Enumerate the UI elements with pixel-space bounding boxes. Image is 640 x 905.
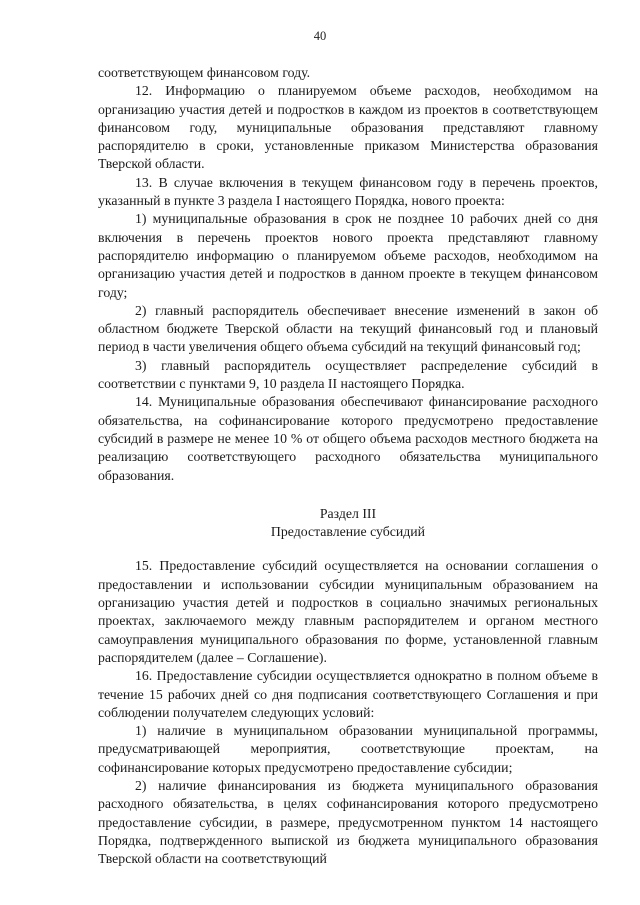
section-header xyxy=(98,505,598,542)
paragraph: 3) главный распорядитель осуществляет распределение субсидий в соответствии с пунктами 9, 10 раздела II настоящего Порядка. xyxy=(98,357,598,392)
paragraph: 2) главный распорядитель обеспечивает внесение изменений в закон об областном бюджете Тверской области на текущий финансовый год и плановый период в части увеличения общего объема субсидий на текущий финансовый год; xyxy=(98,302,598,355)
paragraph: 1) муниципальные образования в срок не позднее 10 рабочих дней со дня включения в перечень проектов нового проекта представляют главному распорядителю информацию о планируемом объеме расходов, необходимом на организацию участия детей и подростков в данном проекте в текущем финансовом году; xyxy=(98,211,598,300)
section-title: Предоставление субсидий xyxy=(270,524,426,540)
paragraph: 15. Предоставление субсидий осуществляется на основании соглашения о предоставлении и использовании субсидии муниципальным образованием на организацию участия детей и подростков в социально значимых региональных проектах, заключаемого между главным распорядителем и органом местного самоуправления муниципального образования по форме, установленной главным распорядителем (далее – Соглашение). xyxy=(98,558,598,665)
paragraph: 1) наличие в муниципальном образовании муниципальной программы, предусматривающей мероприятия, соответствующие проектам, на софинансирование которых предусмотрено предоставление субсидии; xyxy=(98,723,598,775)
page-number: 40 xyxy=(313,29,327,43)
section-spacer xyxy=(98,541,598,557)
section-number: Раздел III xyxy=(319,505,377,521)
paragraph: соответствующем финансовом году. xyxy=(98,65,311,80)
paragraph: 2) наличие финансирования из бюджета муниципального образования расходного обязательства, в целях софинансирования которого предусмотрено предоставление субсидии, в размере, предусмотренном пунктом 14 настоящего Порядка, подтвержденного выпиской из бюджета муниципального образования Тверской области на соответствующий xyxy=(98,777,598,867)
paragraph: 14. Муниципальные образования обеспечивают финансирование расходного обязательства, на софинансирование которого предусмотрено предоставление субсидий в размере не менее 10 % от общего объема расходов местного бюджета на реализацию соответствующего расходного обязательства муниципального образования. xyxy=(98,394,598,483)
paragraphs-top xyxy=(98,64,598,485)
paragraphs-bottom xyxy=(98,557,598,868)
paragraph: 13. В случае включения в текущем финансовом году в перечень проектов, указанный в пункте 3 раздела I настоящего Порядка, нового проекта: xyxy=(98,174,598,209)
document-body xyxy=(98,64,598,868)
paragraph: 12. Информацию о планируемом объеме расходов, необходимом на организацию участия детей и подростков в каждом из проектов в соответствующем финансовом году, муниципальные образования представляют главному распорядителю в сроки, установленные приказом Министерства образования Тверской области. xyxy=(98,83,598,172)
paragraph: 16. Предоставление субсидии осуществляется однократно в полном объеме в течение 15 рабочих дней со дня подписания соответствующего Соглашения и при соблюдении получателем следующих условий: xyxy=(98,668,598,720)
